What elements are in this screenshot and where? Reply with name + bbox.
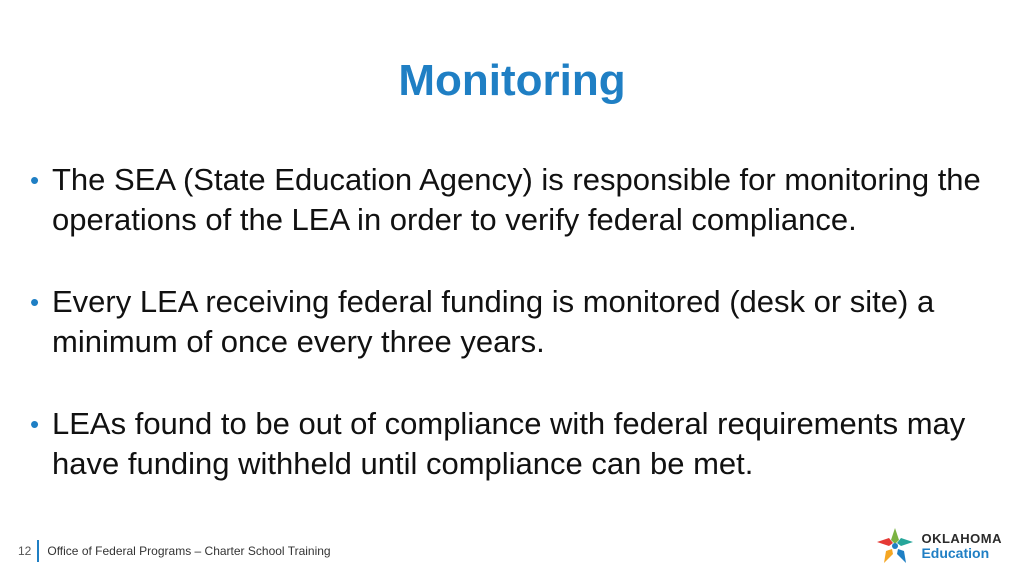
bullet-glyph: •	[30, 165, 40, 195]
bullet-text: Every LEA receiving federal funding is monitored (desk or site) a minimum of once every three years.	[52, 284, 935, 359]
bullet-text: The SEA (State Education Agency) is responsible for monitoring the operations of the LEA in order to verify federal compliance.	[52, 162, 981, 237]
logo-text	[921, 531, 1002, 561]
bullet-glyph: •	[30, 409, 40, 439]
footer	[18, 540, 331, 562]
bullet-item	[30, 404, 1000, 484]
bullet-list	[30, 160, 1000, 526]
logo-line-education: Education	[921, 545, 990, 561]
page-number: 12	[18, 544, 32, 558]
footer-text: Office of Federal Programs – Charter School Training	[47, 544, 331, 558]
slide-title: Monitoring	[398, 56, 626, 105]
footer-divider	[37, 540, 39, 562]
logo-line-oklahoma: OKLAHOMA	[921, 531, 1002, 546]
oklahoma-education-logo	[875, 526, 1002, 566]
bullet-item	[30, 282, 1000, 362]
bullet-glyph: •	[30, 287, 40, 317]
oklahoma-star-logo-icon	[875, 526, 915, 566]
bullet-item	[30, 160, 1000, 240]
bullet-text: LEAs found to be out of compliance with federal requirements may have funding withheld until compliance can be met.	[52, 406, 966, 481]
